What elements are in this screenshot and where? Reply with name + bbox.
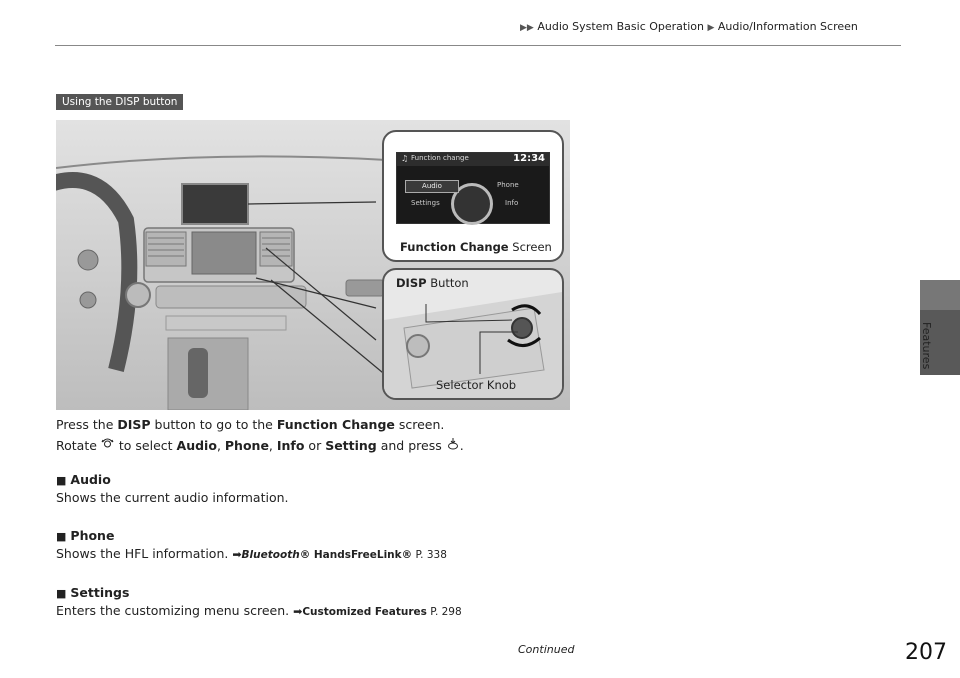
xref-arrow-icon: ➡ <box>293 605 303 618</box>
header-rule <box>55 45 901 46</box>
music-note-icon: ♫ <box>401 154 409 163</box>
xref-bluetooth-link[interactable]: Bluetooth® HandsFreeLink® P. 338 <box>241 549 447 561</box>
breadcrumb-arrow-icon: ▶▶ <box>520 23 534 33</box>
continued-label: Continued <box>518 643 575 656</box>
function-change-callout <box>382 130 564 262</box>
phone-text: Shows the HFL information. ➡Bluetooth® HandsFreeLink® P. 338 <box>56 546 447 561</box>
settings-text: Enters the customizing menu screen. ➡Customized Features P. 298 <box>56 603 462 618</box>
intro-line-1: Press the DISP button to go to the Function Change screen. <box>56 417 445 432</box>
function-change-screen <box>396 152 550 224</box>
menu-item-audio[interactable]: Audio <box>405 180 459 193</box>
screen-title: Function change <box>411 154 469 162</box>
section-tab-highlight <box>920 280 960 310</box>
breadcrumb-item[interactable]: Audio System Basic Operation <box>537 20 704 33</box>
menu-item-settings[interactable]: Settings <box>411 199 440 207</box>
screen-clock: 12:34 <box>513 153 545 164</box>
menu-item-phone[interactable]: Phone <box>497 181 519 189</box>
phone-heading: ■ Phone <box>56 528 114 543</box>
menu-item-info[interactable]: Info <box>505 199 519 207</box>
xref-arrow-icon: ➡ <box>232 548 242 561</box>
audio-text: Shows the current audio information. <box>56 490 289 505</box>
breadcrumb <box>520 20 858 33</box>
press-knob-icon <box>446 437 460 453</box>
audio-heading: ■ Audio <box>56 472 111 487</box>
settings-heading: ■ Settings <box>56 585 129 600</box>
breadcrumb-item[interactable]: Audio/Information Screen <box>717 20 858 33</box>
rotate-knob-icon <box>101 437 115 453</box>
dashboard-figure <box>56 120 570 410</box>
disp-button-callout <box>382 268 564 400</box>
breadcrumb-arrow-icon: ▶ <box>707 23 715 33</box>
xref-customized-features-link[interactable]: Customized Features P. 298 <box>302 606 462 618</box>
disp-button-caption: DISP Button <box>396 276 469 290</box>
function-change-caption: Function Change Screen <box>400 240 552 254</box>
figure-tag: Using the DISP button <box>56 94 183 110</box>
page-number: 207 <box>905 640 947 665</box>
intro-line-2: Rotate to select Audio, Phone, Info or Setting and press . <box>56 438 464 453</box>
selector-knob-caption: Selector Knob <box>436 378 517 392</box>
